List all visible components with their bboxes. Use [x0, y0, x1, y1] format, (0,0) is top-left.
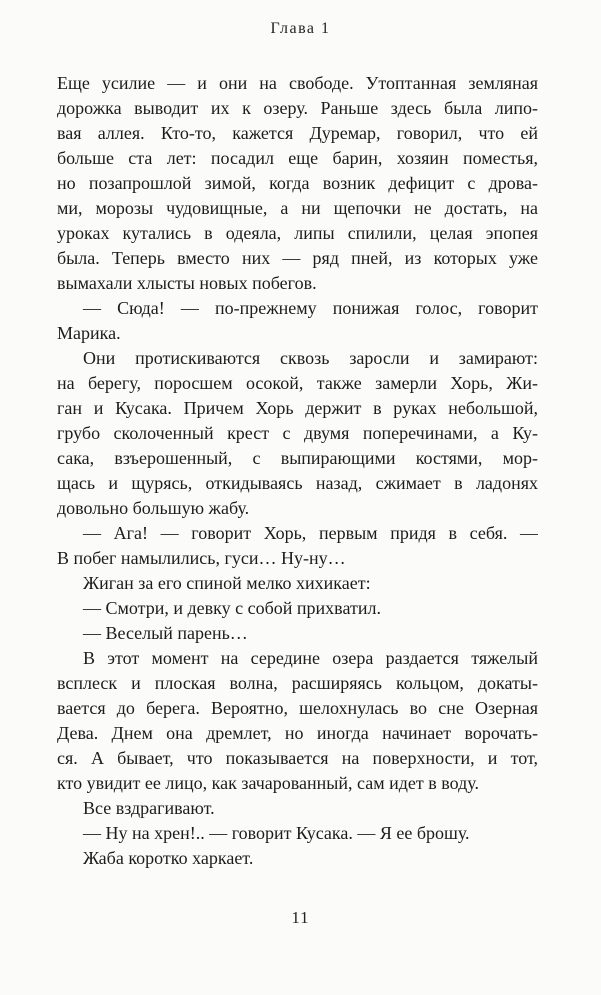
text-line: — Ага! — говорит Хорь, первым придя в себя. — — [83, 523, 538, 543]
text-line: Марика. — [57, 323, 121, 343]
text-line: — Веселый парень… — [83, 623, 248, 643]
text-line: всплеск и плоская волна, расширяясь кольцом, докаты- — [57, 673, 538, 693]
text-line: В этот момент на середине озера раздается тяжелый — [83, 648, 538, 668]
text-line: Жиган за его спиной мелко хихикает: — [83, 573, 371, 593]
text-line: Жаба коротко харкает. — [83, 848, 254, 868]
text-line: больше ста лет: посадил еще барин, хозяин поместья, — [57, 148, 538, 168]
chapter-heading: Глава 1 — [270, 20, 331, 37]
text-line: сака, взъерошенный, с выпирающими костями, мор- — [57, 448, 538, 468]
text-line: Все вздрагивают. — [83, 798, 215, 818]
text-line: ся. А бывает, что показывается на поверхности, и тот, — [57, 748, 538, 768]
text-line: была. Теперь вместо них — ряд пней, из которых уже — [57, 248, 538, 268]
text-line: уроках кутались в одеяла, липы спилили, целая эпопея — [57, 223, 538, 243]
text-line: вымахали хлысты новых побегов. — [57, 273, 317, 293]
text-line: Дева. Днем она дремлет, но иногда начинает ворочать- — [57, 723, 538, 743]
text-line: Они протискиваются сквозь заросли и замирают: — [83, 348, 538, 368]
page-number: 11 — [291, 908, 310, 927]
text-line: — Смотри, и девку с собой прихватил. — [83, 598, 381, 618]
text-line: довольно большую жабу. — [57, 498, 250, 518]
text-line: кто увидит ее лицо, как зачарованный, сам идет в воду. — [57, 773, 479, 793]
text-line: но позапрошлой зимой, когда возник дефицит с дрова- — [57, 173, 538, 193]
text-line: вая аллея. Кто-то, кажется Дуремар, говорил, что ей — [57, 123, 538, 143]
text-line: ми, морозы чудовищные, а ни щепочки не достать, на — [57, 198, 538, 218]
text-line: дорожка выводит их к озеру. Раньше здесь была липо- — [57, 98, 538, 118]
text-line: ган и Кусака. Причем Хорь держит в руках небольшой, — [57, 398, 538, 418]
text-line: — Ну на хрен!.. — говорит Кусака. — Я ее брошу. — [83, 823, 470, 843]
text-line: грубо сколоченный крест с двумя поперечинами, а Ку- — [57, 423, 538, 443]
body-text — [57, 71, 538, 871]
text-line: вается до берега. Вероятно, шелохнулась во сне Озерная — [57, 698, 538, 718]
text-line: Еще усилие — и они на свободе. Утоптанная земляная — [57, 73, 538, 93]
text-line: на берегу, поросшем осокой, также замерли Хорь, Жи- — [57, 373, 538, 393]
text-line: В побег намылились, гуси… Ну-ну… — [57, 548, 346, 568]
text-line: — Сюда! — по-прежнему понижая голос, говорит — [83, 298, 538, 318]
text-line: щась и щурясь, откидываясь назад, сжимает в ладонях — [57, 473, 538, 493]
